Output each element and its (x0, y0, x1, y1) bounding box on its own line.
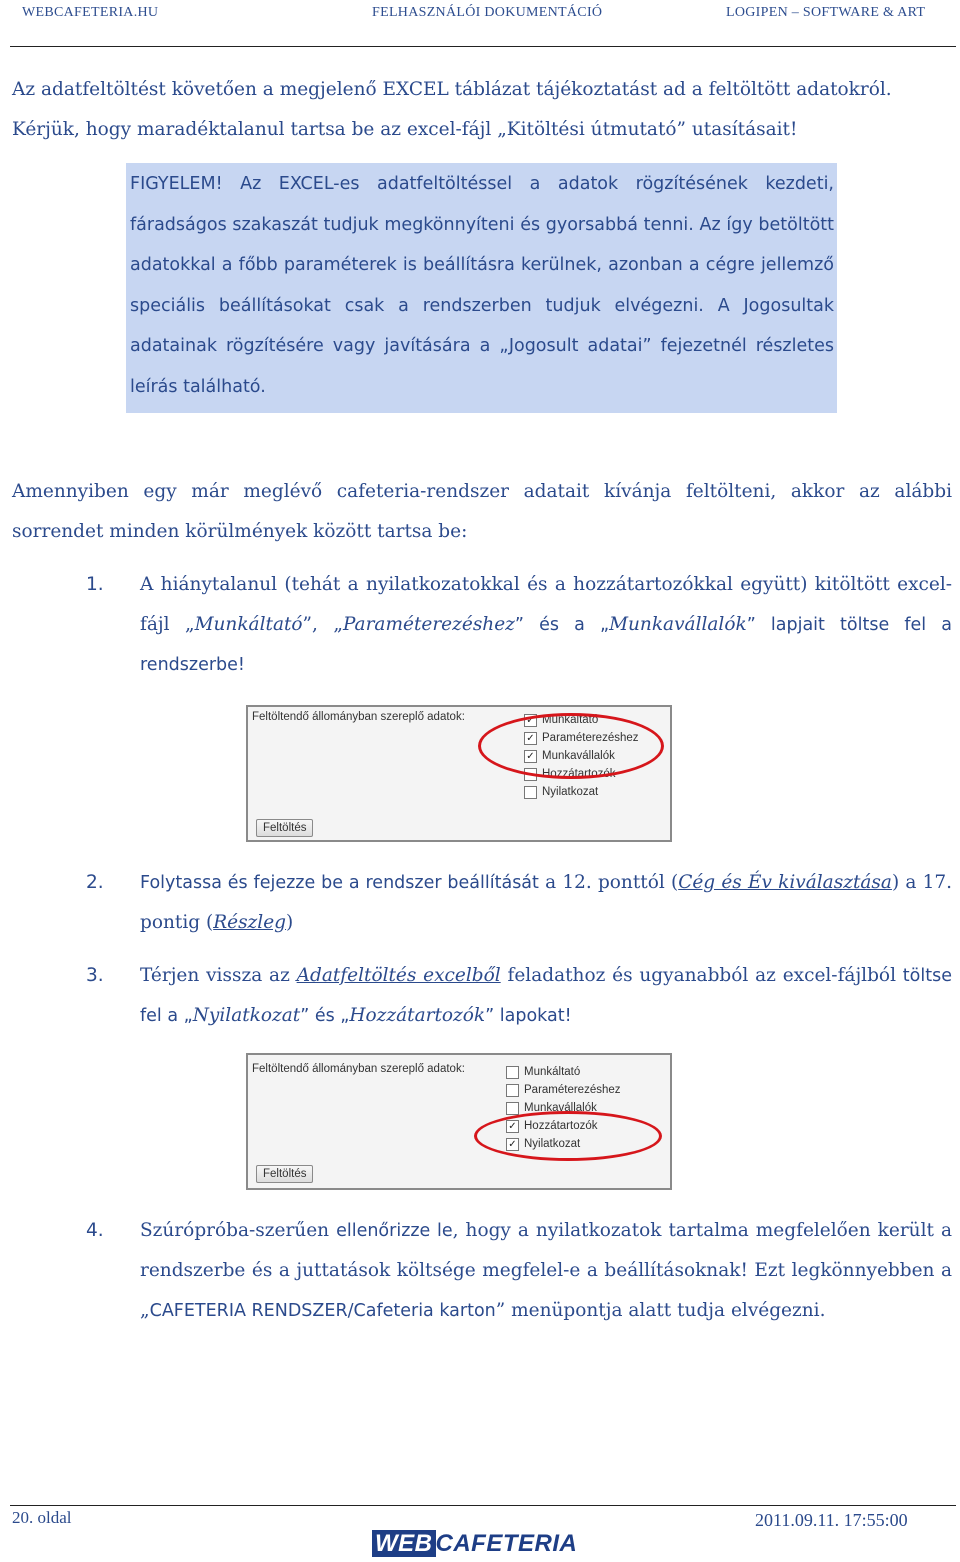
checkbox-label: Hozzátartozók (542, 768, 616, 780)
checkbox-label: Nyilatkozat (524, 1138, 581, 1150)
step-4-part: Szúrópróba-szerűen (140, 1220, 337, 1241)
checkbox-label: Paraméterezéshez (524, 1084, 621, 1096)
checkbox-nyilatkozat[interactable]: ✓ (506, 1138, 519, 1151)
step-4-part: ” menüpontja alatt tudja elvégezni. (495, 1300, 826, 1321)
step-4-menu-path: CAFETERIA RENDSZER/Cafeteria karton (149, 1301, 496, 1321)
webcafeteria-logo (372, 1530, 577, 1558)
step-2-part: a 12. ponttól ( (538, 872, 679, 893)
upload-button[interactable]: Feltöltés (256, 1165, 313, 1183)
step-3-link-adatfeltoltes[interactable]: Adatfeltöltés excelből (296, 965, 501, 986)
upload-button[interactable]: Feltöltés (256, 819, 313, 837)
checkbox-label: Nyilatkozat (542, 786, 599, 798)
paragraph-order: Amennyiben egy már meglévő cafeteria-rendszer adatait kívánja feltölteni, akkor az alábbi sorrendet minden körülmények között tartsa be: (12, 481, 952, 542)
checkbox-row[interactable] (524, 783, 639, 801)
step-1-sheet-munkaltato: Munkáltató (194, 614, 303, 635)
checkbox-munkaltato[interactable] (506, 1066, 519, 1079)
footer-datetime: 2011.09.11. 17:55:00 (755, 1510, 908, 1530)
step-4-text (140, 1211, 952, 1331)
checkbox-parameterezes[interactable]: ✓ (524, 732, 537, 745)
highlight-circle (478, 713, 664, 779)
step-4-part: , hogy a nyilatkozatok tartalma megfelelően került a rendszerbe és a juttatások költsége megfelel-e a beállításoknak! Ezt legkönnyebben a „ (140, 1220, 952, 1321)
checkbox-label: Munkavállalók (542, 750, 615, 762)
checkbox-parameterezes[interactable] (506, 1084, 519, 1097)
step-4-emphasis: ellenőrizze le (336, 1221, 453, 1241)
step-2-number: 2. (86, 872, 104, 893)
upload-label: Feltöltendő állományban szereplő adatok: (252, 711, 465, 723)
step-1-sheet-munkavallalok: Munkavállalók (609, 614, 747, 635)
step-2-part: ) (286, 912, 294, 933)
step-1-part: ”, „ (302, 614, 343, 635)
logo-web: WEB (372, 1530, 436, 1557)
intro-line-1: Az adatfeltöltést követően a megjelenő EXCEL táblázat tájékoztatást ad a feltöltött adatokról. (12, 79, 892, 100)
checkbox-label: Paraméterezéshez (542, 732, 639, 744)
step-3-part: feladathoz és ugyanabból az excel-fájlból (500, 965, 903, 986)
step-3-part: ” és „ (300, 1006, 350, 1026)
header-company: LOGIPEN – SOFTWARE & ART (726, 5, 926, 20)
upload-screenshot-1 (246, 705, 672, 842)
step-2-text (140, 863, 952, 943)
step-1-text (140, 565, 952, 685)
step-1-sheet-parameterezes: Paraméterezéshez (342, 614, 515, 635)
step-1-number: 1. (86, 574, 104, 595)
step-3-sheet-hozzatartozok: Hozzátartozók (349, 1005, 486, 1026)
checkbox-row[interactable] (506, 1063, 621, 1081)
step-1-part: ” lapjait töltse fel a rendszerbe! (140, 615, 953, 675)
step-2-link-ceg[interactable]: Cég és Év kiválasztása (678, 872, 892, 893)
checkbox-label: Munkavállalók (524, 1102, 597, 1114)
logo-cafeteria: CAFETERIA (435, 1530, 578, 1557)
checkbox-munkaltato[interactable]: ✓ (524, 714, 537, 727)
step-1-part: ” és a „ (514, 615, 610, 635)
highlight-circle (474, 1111, 662, 1161)
step-3-number: 3. (86, 965, 104, 986)
footer-divider (10, 1505, 956, 1506)
header-divider (10, 46, 956, 47)
step-2-link-reszleg[interactable]: Részleg (213, 912, 287, 933)
header-title: FELHASZNÁLÓI DOKUMENTÁCIÓ (372, 5, 603, 20)
step-2-part: Folytassa és fejezze be a rendszer beállítását (140, 873, 539, 893)
step-3-part: töltse fel a „ (140, 966, 952, 1026)
warning-text: FIGYELEM! Az EXCEL-es adatfeltöltéssel a adatok rögzítésének kezdeti, fáradságos szakaszát tudjuk megkönnyíteni és gyorsabbá tenni. Az így betöltött adatokkal a főbb paraméterek is beállításra kerülnek, azonban a cégre jellemző speciális beállításokat csak a rendszerben tudjuk elvégezni. A Jogosultak adatainak rögzítésére vagy javítására a „Jogosult adatai” fejezetnél részletes leírás található. (130, 174, 834, 397)
step-4-number: 4. (86, 1220, 104, 1241)
step-1-part: A hiánytalanul (tehát a nyilatkozatokkal és a hozzátartozókkal együtt) kitöltött excel-fájl „ (140, 574, 952, 635)
header-site: WEBCAFETERIA.HU (22, 5, 159, 20)
checkbox-munkavallalok[interactable]: ✓ (524, 750, 537, 763)
checkbox-hozzatartozok[interactable]: ✓ (506, 1120, 519, 1133)
step-3-sheet-nyilatkozat: Nyilatkozat (192, 1005, 301, 1026)
checkbox-label: Hozzátartozók (524, 1120, 598, 1132)
upload-label: Feltöltendő állományban szereplő adatok: (252, 1063, 465, 1075)
checkbox-label: Munkáltató (524, 1066, 581, 1078)
page-number: 20. oldal (12, 1508, 72, 1527)
upload-screenshot-2 (246, 1053, 672, 1190)
step-3-text (140, 956, 952, 1036)
checkbox-label: Munkáltató (542, 714, 599, 726)
intro-line-2: Kérjük, hogy maradéktalanul tartsa be az excel-fájl „Kitöltési útmutató” utasításait! (12, 119, 798, 140)
step-3-part: Térjen vissza az (140, 965, 297, 986)
checkbox-munkavallalok[interactable] (506, 1102, 519, 1115)
step-3-part: ” lapokat! (485, 1006, 572, 1026)
checkbox-nyilatkozat[interactable] (524, 786, 537, 799)
checkbox-row[interactable] (506, 1081, 621, 1099)
step-2-part: ) a 17. pontig ( (140, 872, 953, 933)
